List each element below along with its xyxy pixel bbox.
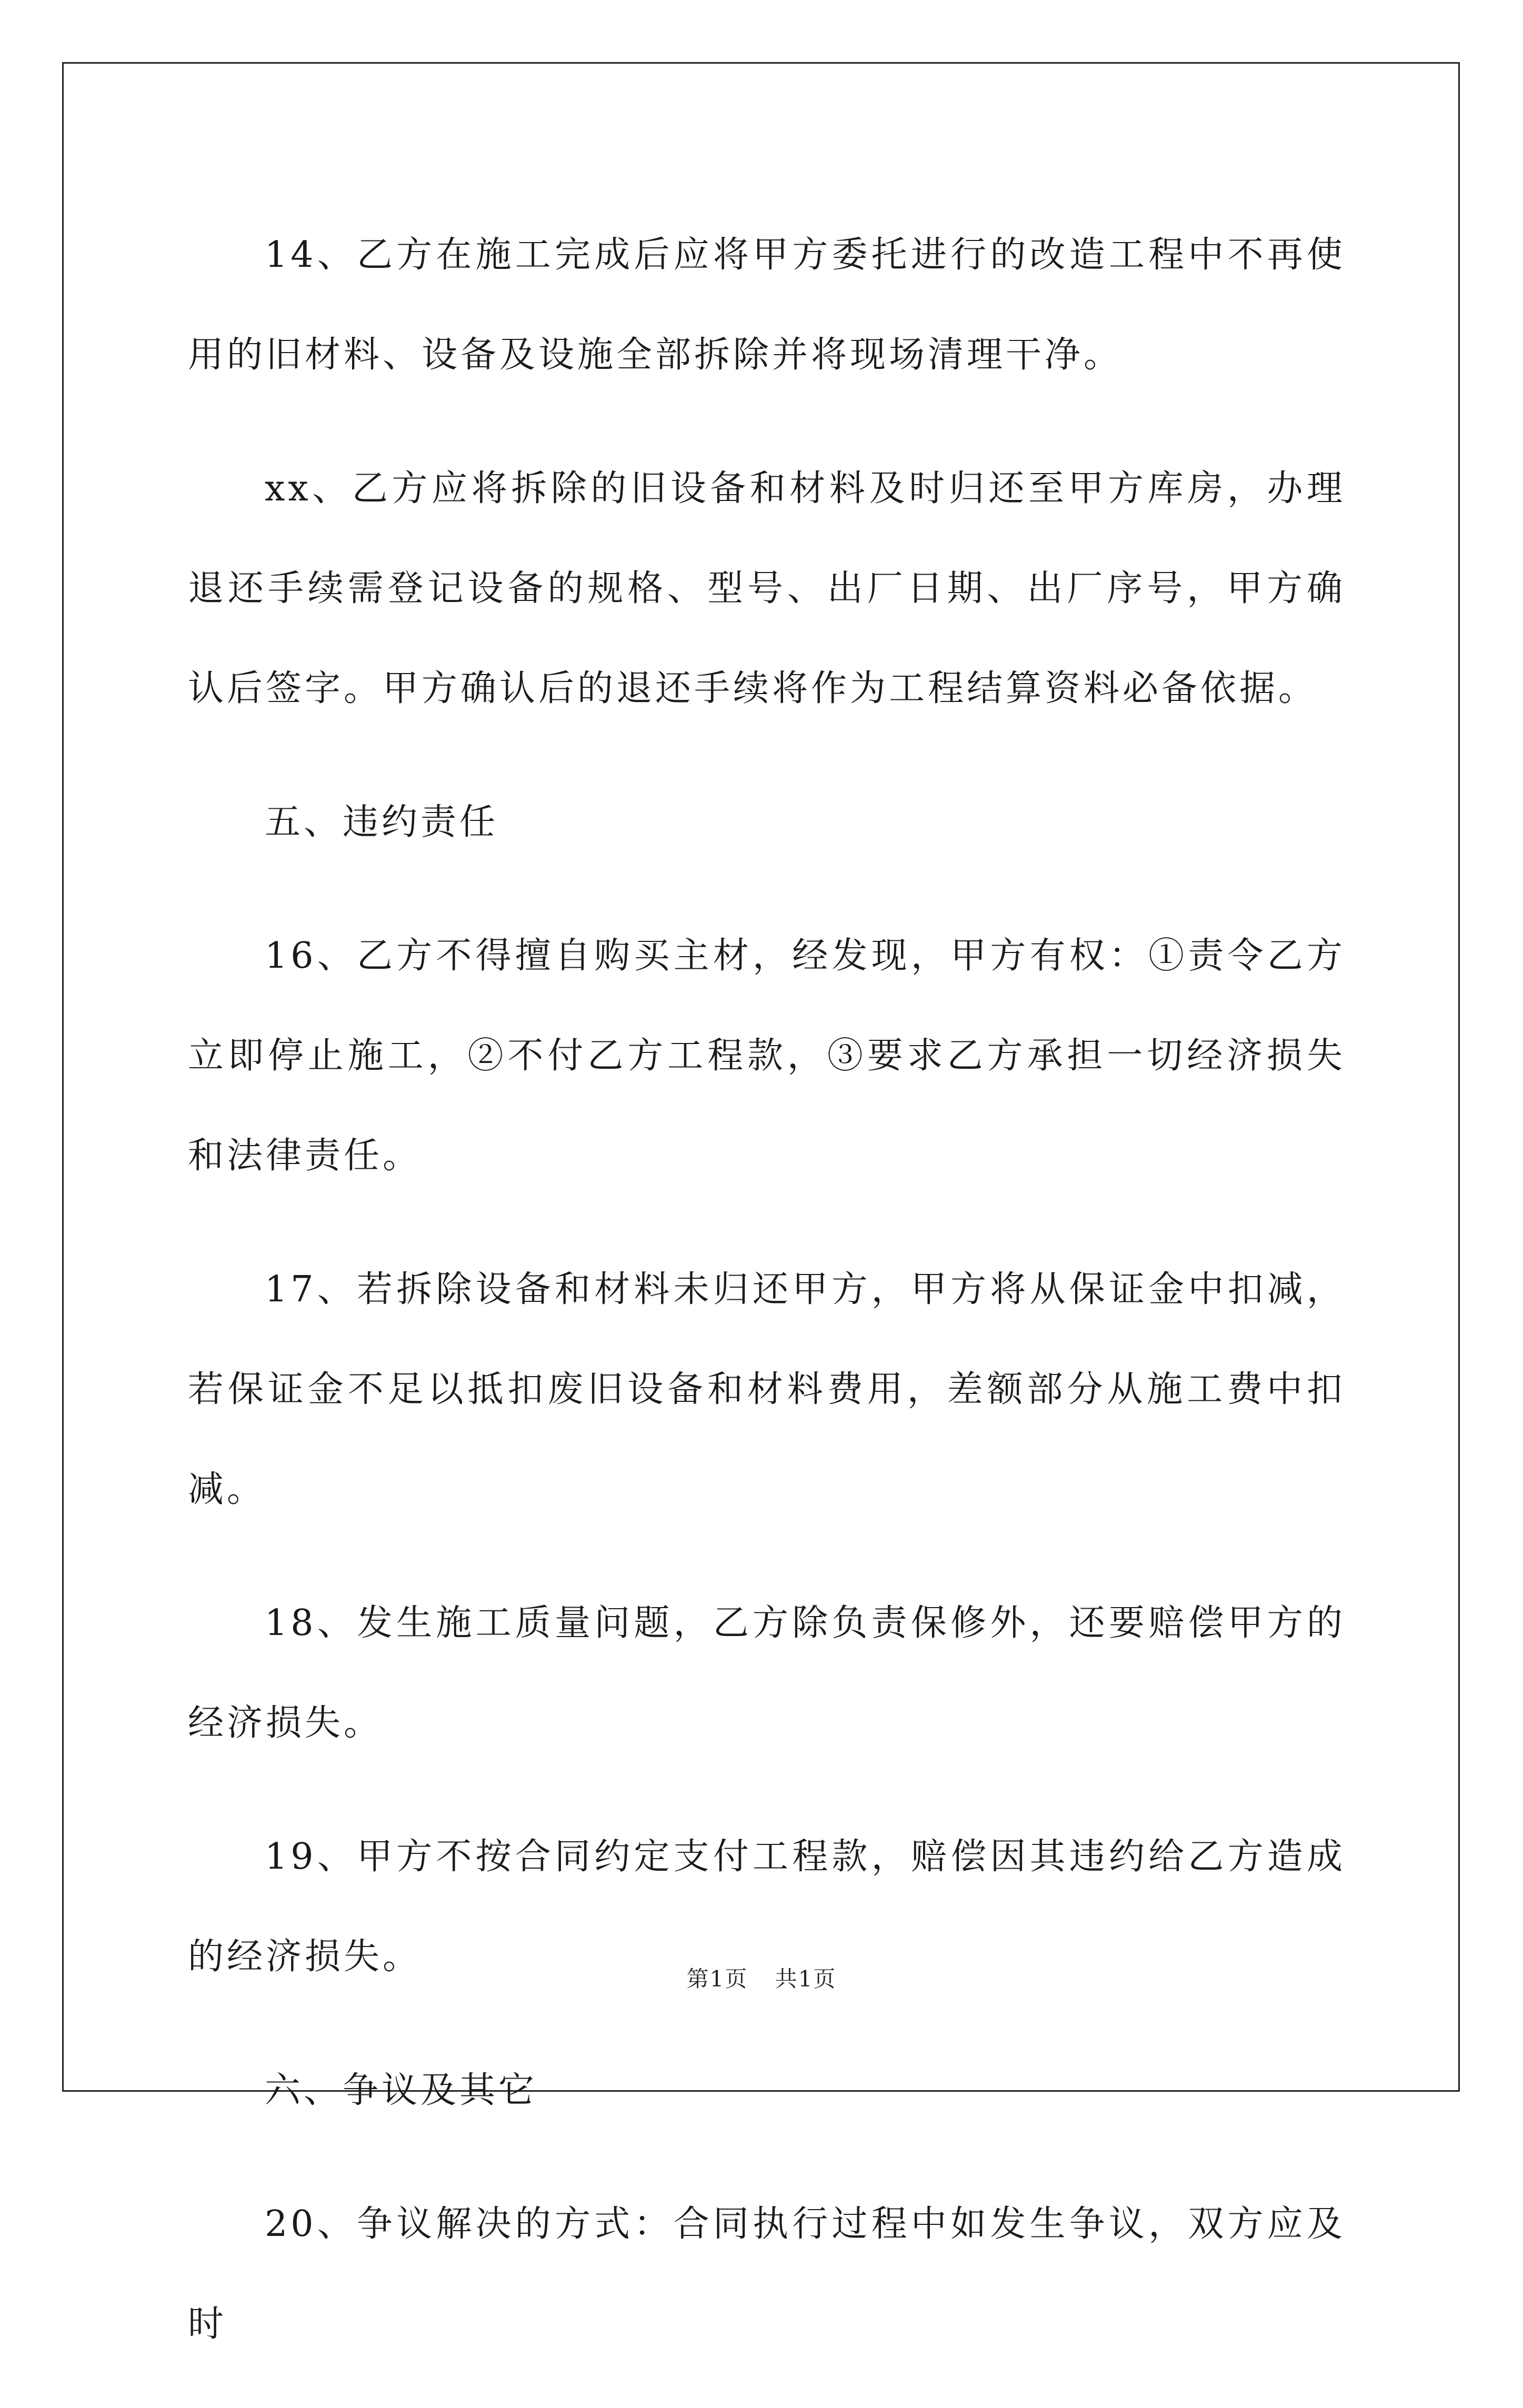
clause-15: xx、乙方应将拆除的旧设备和材料及时归还至甲方库房，办理退还手续需登记设备的规格、型号、出厂日期、出厂序号，甲方确认后签字。甲方确认后的退还手续将作为工程结算资料必备依据。: [188, 468, 1346, 709]
clause-17: 17、若拆除设备和材料未归还甲方，甲方将从保证金中扣减，若保证金不足以抵扣废旧设备和材料费用，差额部分从施工费中扣减。: [188, 1269, 1346, 1510]
clause-14: 14、乙方在施工完成后应将甲方委托进行的改造工程中不再使用的旧材料、设备及设施全部拆除并将现场清理干净。: [188, 234, 1346, 376]
page-number: 第1页: [686, 1966, 748, 1992]
clause-19: 19、甲方不按合同约定支付工程款，赔偿因其违约给乙方造成的经济损失。: [188, 1836, 1346, 1978]
clause-16: 16、乙方不得擅自购买主材，经发现，甲方有权：①责令乙方立即停止施工，②不付乙方工程款，③要求乙方承担一切经济损失和法律责任。: [188, 935, 1346, 1177]
document-body: [188, 205, 1346, 2408]
page-footer: [0, 1962, 1523, 1993]
clause-18: 18、发生施工质量问题，乙方除负责保修外，还要赔偿甲方的经济损失。: [188, 1602, 1346, 1744]
page-total: 共1页: [775, 1966, 837, 1992]
clause-20: 20、争议解决的方式：合同执行过程中如发生争议，双方应及时: [188, 2203, 1346, 2345]
section-heading-breach: 五、违约责任: [265, 801, 499, 843]
section-heading-disputes: 六、争议及其它: [265, 2070, 538, 2111]
